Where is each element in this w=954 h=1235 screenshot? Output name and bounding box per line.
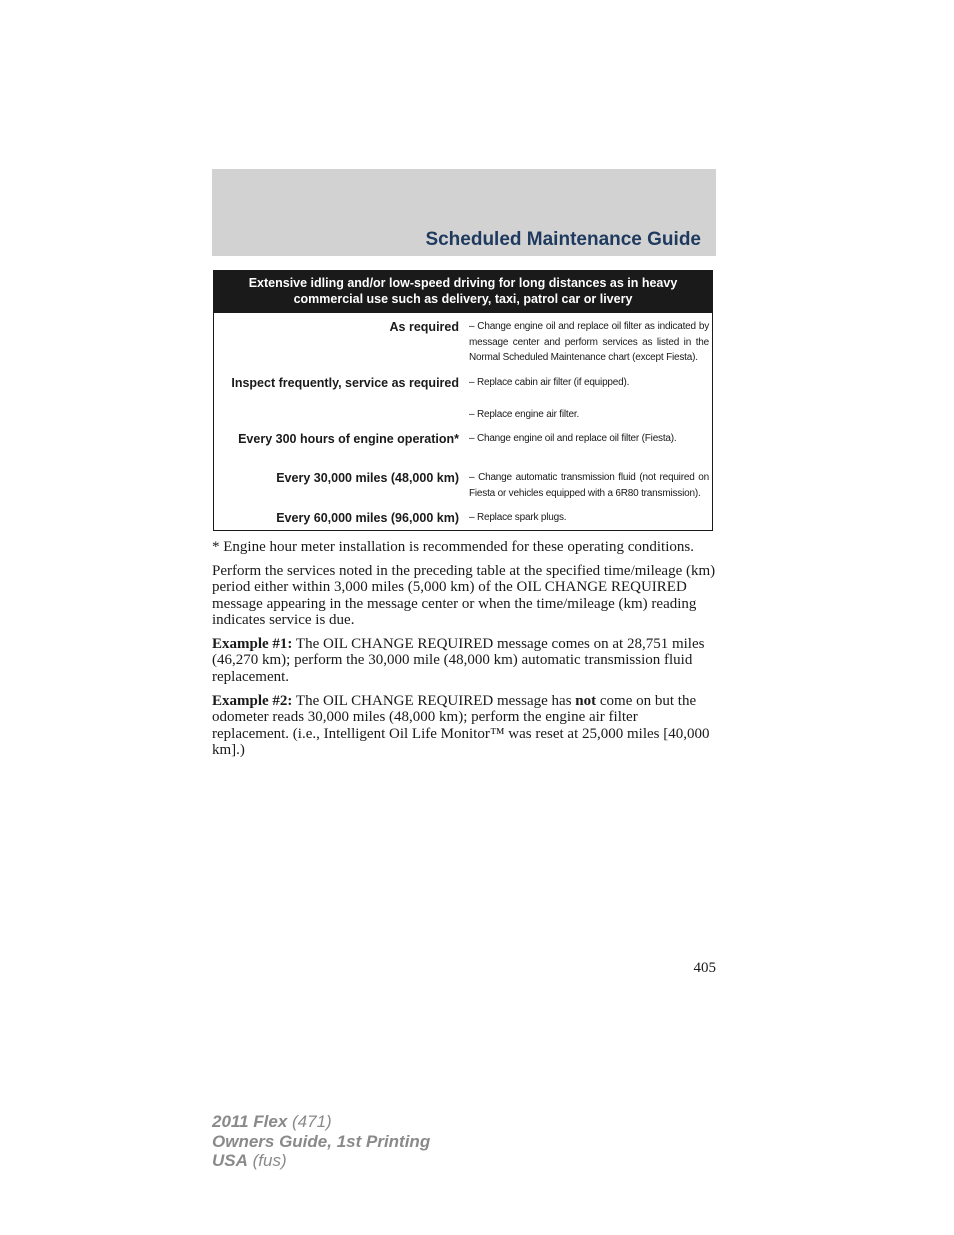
paragraph: Perform the services noted in the preceding table at the specified time/mileage (km) period either within 3,000 miles (5,000 km) of the OIL CHANGE REQUIRED message appearing in the message center or when the time/mileage (km) reading indicates service is due. [212,562,716,629]
section-title: Scheduled Maintenance Guide [425,229,701,250]
example-1 [212,636,717,685]
row-item: – Change engine oil and replace oil filter as indicated by message center and perform services as listed in the Normal Scheduled Maintenance chart (except Fiesta). [469,321,709,363]
row-description [469,510,709,526]
row-description [469,319,709,366]
row-item: – Change engine oil and replace oil filter (Fiesta). [469,433,677,444]
row-item: – Replace cabin air filter (if equipped). [469,377,630,388]
row-item: – Change automatic transmission fluid (not required on Fiesta or vehicles equipped with a 6R80 transmission). [469,472,709,499]
footer-line-1 [212,1112,430,1132]
example-1-label: Example #1: [212,636,293,653]
footer-edition: Owners Guide, 1st Printing [212,1131,431,1151]
row-description [469,431,709,447]
footer-market: USA [212,1151,248,1170]
footer-line-3 [212,1151,430,1171]
footer-line-2 [212,1132,430,1152]
row-description [469,470,709,501]
row-label: Every 60,000 miles (96,000 km) [276,511,459,525]
footer-market-code: (fus) [247,1151,287,1170]
footer-model: 2011 Flex [212,1112,288,1131]
row-label: Every 30,000 miles (48,000 km) [276,471,459,485]
row-description [469,375,709,422]
row-item: – Replace engine air filter. [469,408,580,420]
table-heading: Extensive idling and/or low-speed driving for long distances as in heavy commercial use such as delivery, taxi, patrol car or livery [214,271,712,313]
row-label: Inspect frequently, service as required [231,376,459,390]
example-2-bold: not [575,692,597,709]
page-number: 405 [693,960,716,976]
example-2 [212,693,717,759]
maintenance-table [213,270,713,531]
footer [212,1112,430,1171]
row-item: – Replace spark plugs. [469,512,567,523]
row-label: As required [389,320,459,334]
row-label: Every 300 hours of engine operation* [238,432,459,446]
example-2-text-a: The OIL CHANGE REQUIRED message has [292,692,576,709]
footnote: * Engine hour meter installation is recommended for these operating conditions. [212,539,694,555]
body-text [212,539,717,766]
example-2-text-b: come on but the odometer reads 30,000 miles (48,000 km); perform the engine air filter replacement. (i.e., Intelligent Oil Life Monitor™ was reset at 25,000 miles [40,000 km].) [212,692,710,758]
footer-model-code: (471) [287,1112,332,1131]
example-1-text: The OIL CHANGE REQUIRED message comes on at 28,751 miles (46,270 km); perform the 30,000 mile (48,000 km) automatic transmission fluid replacement. [212,636,705,685]
example-2-label: Example #2: [212,692,293,709]
section-header-band [212,169,716,256]
